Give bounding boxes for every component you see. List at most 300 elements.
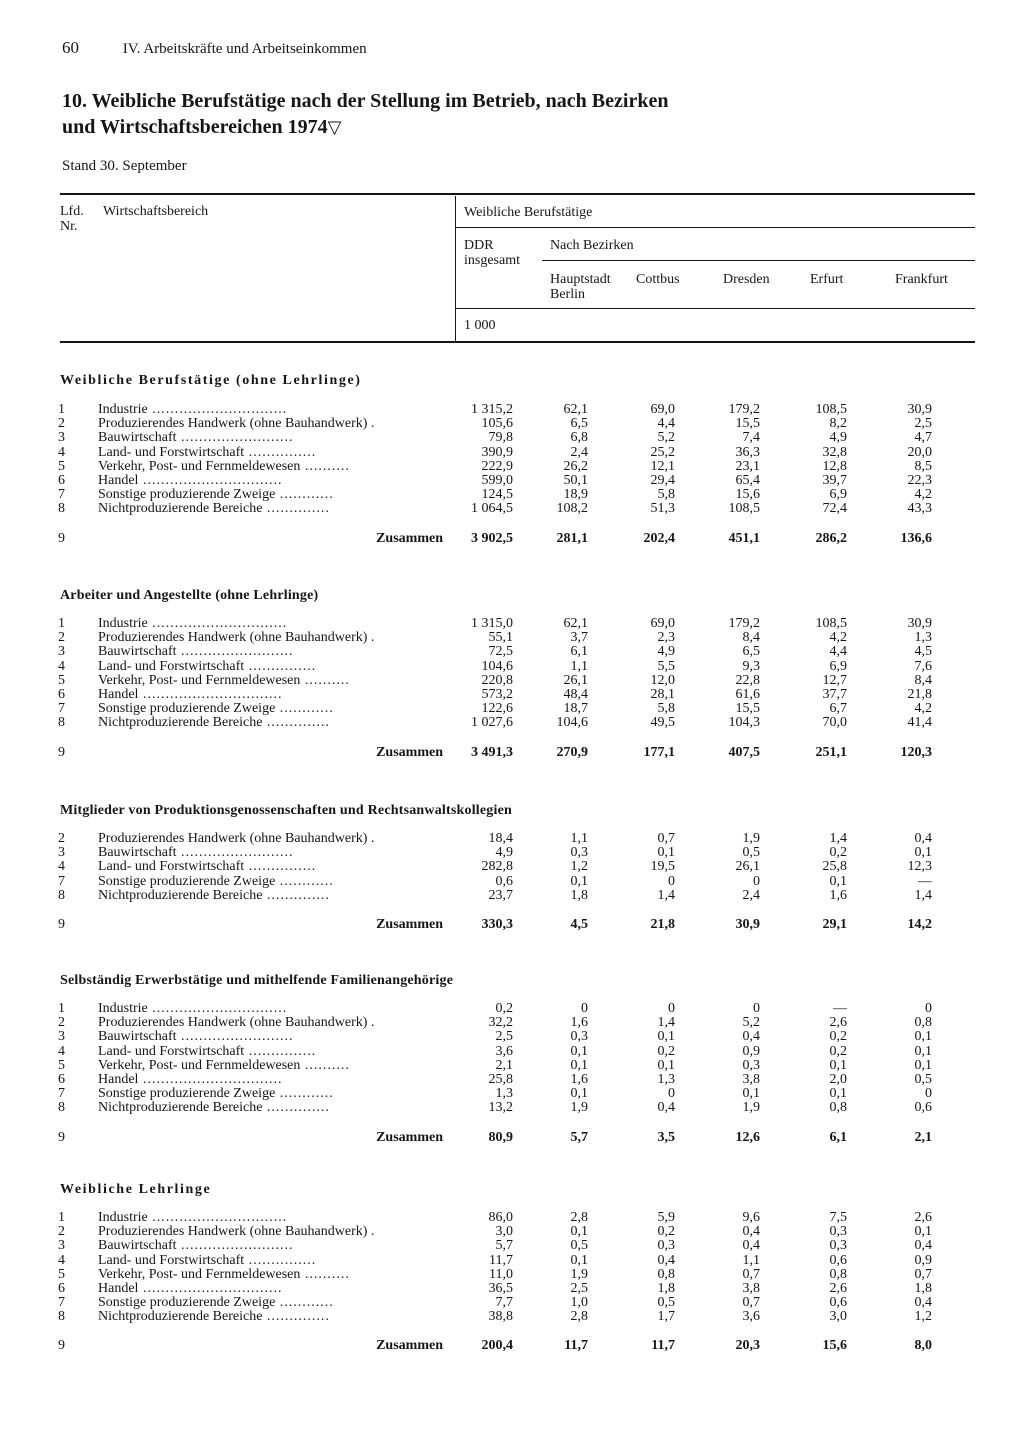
table-row [58,846,932,860]
row-leader-dots: ......................... [176,430,294,446]
cell-erfurt: 6,9 [829,658,847,674]
cell-frankfurt: 12,3 [907,859,932,875]
row-label-cell [98,502,443,516]
row-number: 9 [58,1130,65,1145]
cell-frankfurt: 0,8 [914,1015,932,1031]
col-nach-bezirken: Nach Bezirken [550,238,634,253]
cell-ddr: 222,9 [481,458,513,474]
cell-cottbus: 51,3 [650,501,675,517]
row-number: 8 [58,715,65,731]
cell-erfurt: 32,8 [822,444,847,460]
cell-cottbus: 28,1 [650,687,675,703]
row-label-cell [98,1016,443,1030]
total-label: Zusammen [376,1338,443,1353]
table-row [58,631,932,645]
row-number: 2 [58,416,65,432]
col-group-weibliche-berufstaetige: Weibliche Berufstätige [464,205,593,220]
section-rows [58,1211,932,1325]
row-label: Bauwirtschaft [98,1238,177,1254]
table-row [58,645,932,659]
section-total [58,531,932,547]
cell-dresden: 0,4 [742,1029,760,1045]
cell-cottbus: 0,7 [657,831,675,846]
total-row [58,917,932,933]
row-leader-dots: ............................... [138,687,283,703]
total-ddr: 3 902,5 [471,531,513,546]
table-title-line-1: 10. Weibliche Berufstätige nach der Stellung im Betrieb, nach Bezirken [62,90,669,112]
cell-cottbus: 0 [668,873,675,889]
cell-berlin: 1,1 [570,831,588,846]
cell-dresden: 104,3 [728,715,760,731]
cell-ddr: 11,7 [489,1252,513,1268]
row-label-cell [98,702,443,716]
cell-ddr: 32,2 [488,1015,513,1031]
cell-frankfurt: 0,1 [914,1224,932,1240]
total-row [58,531,932,547]
total-erfurt: 6,1 [829,1130,847,1145]
row-leader-dots: ......................... [176,644,294,660]
cell-berlin: 0,5 [570,1238,588,1254]
row-number: 4 [58,658,65,674]
cell-erfurt: 0,8 [829,1100,847,1116]
row-label: Sonstige produzierende Zweige [98,873,276,889]
cell-ddr: 86,0 [488,1210,513,1225]
cell-cottbus: 1,7 [657,1309,675,1325]
row-label: Bauwirtschaft [98,430,177,446]
total-erfurt: 15,6 [822,1338,847,1353]
cell-dresden: 2,4 [742,887,760,903]
table-row [58,1239,932,1253]
total-erfurt: 29,1 [822,917,847,932]
cell-dresden: 23,1 [735,458,760,474]
cell-berlin: 0 [581,1001,588,1016]
cell-cottbus: 1,3 [657,1072,675,1088]
cell-berlin: 1,0 [570,1295,588,1311]
row-leader-dots: ............................... [138,1072,283,1088]
cell-dresden: 0 [753,873,760,889]
row-label: Handel [98,687,139,703]
total-dresden: 451,1 [728,531,760,546]
cell-frankfurt: 30,9 [907,616,932,631]
row-number: 9 [58,1338,65,1353]
cell-ddr: 2,5 [495,1029,513,1045]
cell-frankfurt: 0,9 [914,1252,932,1268]
cell-frankfurt: 30,9 [907,402,932,417]
row-label: Nichtproduzierende Bereiche [98,887,263,903]
row-number: 7 [58,701,65,717]
cell-ddr: 3,0 [495,1224,513,1240]
total-dresden: 407,5 [728,745,760,760]
cell-ddr: 2,1 [495,1057,513,1073]
table-row [58,875,932,889]
cell-erfurt: 39,7 [822,473,847,489]
cell-cottbus: 5,2 [657,430,675,446]
total-label: Zusammen [376,745,443,760]
row-label: Land- und Forstwirtschaft [98,444,245,460]
row-label-cell [98,832,443,846]
cell-cottbus: 4,9 [657,644,675,660]
cell-dresden: 0,9 [742,1043,760,1059]
cell-erfurt: 4,9 [829,430,847,446]
total-ddr: 200,4 [481,1338,513,1353]
cell-berlin: 6,1 [570,644,588,660]
col-erfurt: Erfurt [810,272,844,287]
cell-dresden: 0,5 [742,845,760,861]
row-number: 3 [58,1238,65,1254]
cell-ddr: 25,8 [488,1072,513,1088]
total-dresden: 20,3 [735,1338,760,1353]
total-cottbus: 21,8 [650,917,675,932]
row-number: 7 [58,1086,65,1102]
cell-ddr: 599,0 [481,473,513,489]
section-total [58,1130,932,1146]
cell-ddr: 3,6 [495,1043,513,1059]
cell-erfurt: 0,6 [829,1252,847,1268]
row-number: 9 [58,917,65,932]
col-dresden: Dresden [723,272,770,287]
cell-dresden: 9,6 [742,1210,760,1225]
table-row [58,488,932,502]
cell-berlin: 2,4 [570,444,588,460]
cell-frankfurt: 41,4 [907,715,932,731]
cell-erfurt: 0,1 [829,1086,847,1102]
row-label-cell [98,631,443,645]
cell-berlin: 3,7 [570,630,588,646]
cell-dresden: 1,1 [742,1252,760,1268]
row-label: Handel [98,1281,139,1297]
total-label: Zusammen [376,917,443,932]
row-label-cell [98,645,443,659]
cell-ddr: 1 315,0 [471,616,513,631]
cell-dresden: 15,6 [735,487,760,503]
row-number: 9 [58,531,65,546]
row-label: Bauwirtschaft [98,1029,177,1045]
cell-erfurt: 12,8 [822,458,847,474]
row-label: Handel [98,473,139,489]
cell-dresden: 61,6 [735,687,760,703]
cell-erfurt: 25,8 [822,859,847,875]
header-vertical-rule [455,196,456,341]
row-label-cell [98,617,443,631]
row-label: Produzierendes Handwerk (ohne Bauhandwerk) . [98,1015,375,1031]
section-rows [58,1002,932,1116]
col-cottbus: Cottbus [636,272,680,287]
row-label: Industrie [98,402,148,417]
cell-cottbus: 0 [668,1086,675,1102]
cell-berlin: 104,6 [556,715,588,731]
total-frankfurt: 14,2 [907,917,932,932]
cell-frankfurt: 0,5 [914,1072,932,1088]
cell-erfurt: 12,7 [822,672,847,688]
section-title: Selbständig Erwerbstätige und mithelfende Familienangehörige [60,973,454,988]
cell-frankfurt: 0,1 [914,845,932,861]
cell-cottbus: 0,1 [657,1029,675,1045]
row-label: Verkehr, Post- und Fernmeldewesen [98,1266,301,1282]
cell-ddr: 4,9 [495,845,513,861]
cell-cottbus: 12,1 [650,458,675,474]
row-leader-dots: ............... [244,444,317,460]
row-label-cell [98,1239,443,1253]
table-row [58,1016,932,1030]
cell-cottbus: 5,9 [657,1210,675,1225]
table-row [58,674,932,688]
col-ddr-insgesamt: DDR insgesamt [464,238,520,268]
cell-dresden: 0,4 [742,1238,760,1254]
cell-frankfurt: 22,3 [907,473,932,489]
cell-erfurt: 108,5 [815,616,847,631]
col-frankfurt: Frankfurt [895,272,948,287]
row-label-cell [98,1310,443,1324]
row-label-cell [98,1059,443,1073]
row-label-cell [98,1002,443,1016]
cell-dresden: 22,8 [735,672,760,688]
cell-dresden: 8,4 [742,630,760,646]
row-number: 1 [58,1001,65,1016]
total-row [58,745,932,761]
table-row [58,1282,932,1296]
section-title: Weibliche Berufstätige (ohne Lehrlinge) [60,373,362,388]
table-row [58,660,932,674]
cell-berlin: 0,1 [570,1057,588,1073]
total-frankfurt: 2,1 [914,1130,932,1145]
cell-berlin: 18,9 [563,487,588,503]
row-leader-dots: ............ [275,1295,334,1311]
row-number: 4 [58,859,65,875]
cell-cottbus: 1,4 [657,887,675,903]
cell-frankfurt: 7,6 [914,658,932,674]
row-label-cell [98,875,443,889]
cell-erfurt: 0,8 [829,1266,847,1282]
cell-dresden: 3,6 [742,1309,760,1325]
row-label: Sonstige produzierende Zweige [98,1295,276,1311]
row-label: Bauwirtschaft [98,845,177,861]
row-label: Nichtproduzierende Bereiche [98,715,263,731]
cell-cottbus: 0,1 [657,1057,675,1073]
row-label: Nichtproduzierende Bereiche [98,1100,263,1116]
cell-frankfurt: 8,4 [914,672,932,688]
row-number: 4 [58,444,65,460]
cell-berlin: 1,9 [570,1100,588,1116]
header-top-rule [60,193,975,195]
row-label: Industrie [98,1001,148,1016]
cell-erfurt: 7,5 [829,1210,847,1225]
cell-berlin: 2,8 [570,1210,588,1225]
cell-erfurt: 0,1 [829,873,847,889]
row-leader-dots: .............. [262,501,330,517]
cell-ddr: 122,6 [481,701,513,717]
cell-ddr: 124,5 [481,487,513,503]
cell-erfurt: 0,2 [829,845,847,861]
page-number: 60 [62,38,79,57]
cell-ddr: 11,0 [489,1266,513,1282]
row-leader-dots: ......................... [176,1238,294,1254]
total-row [58,1338,932,1354]
cell-frankfurt: 8,5 [914,458,932,474]
total-berlin: 4,5 [570,917,588,932]
table-row [58,1073,932,1087]
cell-ddr: 220,8 [481,672,513,688]
cell-cottbus: 0,5 [657,1295,675,1311]
cell-ddr: 5,7 [495,1238,513,1254]
row-number: 4 [58,1043,65,1059]
row-leader-dots: .............. [262,1100,330,1116]
cell-ddr: 573,2 [481,687,513,703]
cell-erfurt: 2,6 [829,1281,847,1297]
cell-cottbus: 0,4 [657,1252,675,1268]
cell-dresden: 3,8 [742,1281,760,1297]
cell-cottbus: 0,8 [657,1266,675,1282]
table-row [58,1225,932,1239]
row-leader-dots: .............. [262,715,330,731]
total-berlin: 11,7 [564,1338,588,1353]
footnote-triangle-icon: ▽ [327,117,342,137]
cell-ddr: 0,2 [495,1001,513,1016]
table-row [58,1002,932,1016]
cell-erfurt: — [833,1001,847,1016]
cell-frankfurt: 0,1 [914,1057,932,1073]
cell-frankfurt: 4,7 [914,430,932,446]
row-number: 2 [58,1015,65,1031]
total-cottbus: 11,7 [651,1338,675,1353]
cell-ddr: 55,1 [488,630,513,646]
cell-dresden: 5,2 [742,1015,760,1031]
row-label-cell [98,660,443,674]
cell-dresden: 3,8 [742,1072,760,1088]
row-label-cell [98,474,443,488]
table-row [58,1101,932,1115]
header-rule-3 [542,260,975,261]
table-row [58,702,932,716]
table-row [58,716,932,730]
row-leader-dots: ............... [244,1043,317,1059]
table-row [58,1030,932,1044]
row-number: 3 [58,845,65,861]
cell-ddr: 23,7 [488,887,513,903]
cell-berlin: 0,1 [570,1252,588,1268]
row-label-cell [98,1101,443,1115]
cell-dresden: 15,5 [735,416,760,432]
row-number: 8 [58,1100,65,1116]
total-ddr: 330,3 [481,917,513,932]
row-label-cell [98,1211,443,1225]
cell-berlin: 6,5 [570,416,588,432]
cell-frankfurt: 0,6 [914,1100,932,1116]
cell-ddr: 7,7 [495,1295,513,1311]
row-number: 6 [58,473,65,489]
section-title: Arbeiter und Angestellte (ohne Lehrlinge) [60,588,319,603]
section-title: Mitglieder von Produktionsgenossenschaften und Rechtsanwaltskollegien [60,803,512,818]
row-number: 4 [58,1252,65,1268]
cell-ddr: 79,8 [488,430,513,446]
cell-cottbus: 0,2 [657,1224,675,1240]
row-number: 5 [58,1266,65,1282]
row-label: Sonstige produzierende Zweige [98,701,276,717]
row-label: Nichtproduzierende Bereiche [98,501,263,517]
cell-erfurt: 0,3 [829,1224,847,1240]
row-label: Bauwirtschaft [98,644,177,660]
row-number: 1 [58,616,65,631]
table-row [58,1268,932,1282]
row-label: Sonstige produzierende Zweige [98,1086,276,1102]
cell-dresden: 1,9 [742,1100,760,1116]
cell-ddr: 1 027,6 [471,715,513,731]
cell-berlin: 62,1 [563,616,588,631]
table-row [58,446,932,460]
cell-dresden: 0,7 [742,1295,760,1311]
cell-berlin: 1,8 [570,887,588,903]
row-number: 3 [58,644,65,660]
row-label-cell [98,460,443,474]
cell-erfurt: 2,0 [829,1072,847,1088]
total-berlin: 281,1 [556,531,588,546]
cell-berlin: 18,7 [563,701,588,717]
cell-dresden: 26,1 [735,859,760,875]
total-berlin: 5,7 [570,1130,588,1145]
cell-frankfurt: 4,2 [914,701,932,717]
row-number: 5 [58,1057,65,1073]
total-erfurt: 286,2 [815,531,847,546]
cell-berlin: 0,3 [570,845,588,861]
header-bottom-rule [60,341,975,343]
section-rows [58,617,932,731]
table-row [58,1059,932,1073]
cell-ddr: 105,6 [481,416,513,432]
row-label-cell [98,1087,443,1101]
row-number: 8 [58,887,65,903]
table-row [58,889,932,903]
cell-erfurt: 37,7 [822,687,847,703]
section-total [58,1338,932,1354]
row-number: 5 [58,672,65,688]
table-row [58,431,932,445]
row-leader-dots: ............ [275,1086,334,1102]
cell-erfurt: 6,7 [829,701,847,717]
section-rows [58,403,932,517]
cell-frankfurt: 20,0 [907,444,932,460]
cell-frankfurt: 0 [925,1001,932,1016]
cell-cottbus: 1,4 [657,1015,675,1031]
cell-ddr: 104,6 [481,658,513,674]
cell-berlin: 1,6 [570,1015,588,1031]
row-number: 7 [58,1295,65,1311]
row-leader-dots: .............................. [147,1001,288,1016]
cell-frankfurt: 1,2 [914,1309,932,1325]
cell-erfurt: 0,3 [829,1238,847,1254]
cell-ddr: 390,9 [481,444,513,460]
total-cottbus: 202,4 [643,531,675,546]
cell-frankfurt: 0 [925,1086,932,1102]
table-row [58,1296,932,1310]
cell-dresden: 65,4 [735,473,760,489]
total-frankfurt: 136,6 [900,531,932,546]
cell-berlin: 2,5 [570,1281,588,1297]
row-number: 6 [58,1072,65,1088]
cell-berlin: 2,8 [570,1309,588,1325]
cell-frankfurt: 2,5 [914,416,932,432]
cell-erfurt: 3,0 [829,1309,847,1325]
total-cottbus: 3,5 [657,1130,675,1145]
total-berlin: 270,9 [556,745,588,760]
row-leader-dots: ............... [244,1252,317,1268]
cell-cottbus: 4,4 [657,416,675,432]
cell-berlin: 0,1 [570,1224,588,1240]
cell-dresden: 0,1 [742,1086,760,1102]
cell-berlin: 1,6 [570,1072,588,1088]
row-leader-dots: .............. [262,887,330,903]
row-number: 5 [58,458,65,474]
cell-dresden: 179,2 [728,616,760,631]
row-leader-dots: .............................. [147,616,288,631]
